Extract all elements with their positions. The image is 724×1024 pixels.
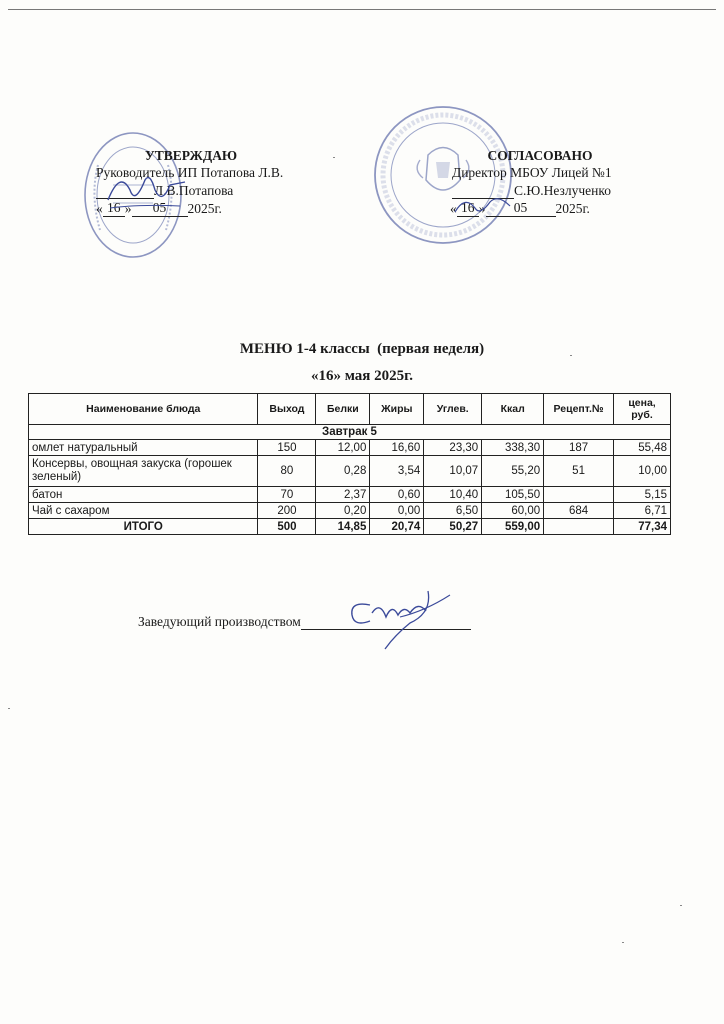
cell-protein: 2,37	[316, 487, 370, 503]
agreed-signer: С.Ю.Незлученко	[514, 183, 611, 198]
cell-carb: 23,30	[424, 440, 482, 456]
table-row	[29, 440, 671, 456]
table-header-row	[29, 394, 671, 425]
agreed-heading: СОГЛАСОВАНО	[487, 148, 593, 163]
cell-kcal: 60,00	[482, 503, 544, 519]
scan-speck	[622, 942, 624, 943]
cell-protein: 0,28	[316, 456, 370, 487]
date-year: 2025г.	[187, 201, 222, 216]
total-label: ИТОГО	[29, 519, 258, 535]
col-header: Жиры	[370, 394, 424, 425]
section-label: Завтрак 5	[29, 425, 671, 440]
cell-fat: 16,60	[370, 440, 424, 456]
cell-recipe: 684	[544, 503, 614, 519]
cell-carb: 10,40	[424, 487, 482, 503]
cell-kcal: 338,30	[482, 440, 544, 456]
menu-table	[28, 393, 671, 535]
date-month: 05	[486, 199, 556, 217]
total-out: 500	[258, 519, 316, 535]
cell-recipe: 51	[544, 456, 614, 487]
total-price: 77,34	[614, 519, 671, 535]
total-recipe	[544, 519, 614, 535]
cell-out: 200	[258, 503, 316, 519]
page-subtitle: «16» мая 2025г.	[310, 368, 414, 384]
cell-carb: 6,50	[424, 503, 482, 519]
date-close-quote: »	[478, 201, 486, 216]
total-carb: 50,27	[424, 519, 482, 535]
scan-speck	[8, 708, 10, 709]
total-kcal: 559,00	[482, 519, 544, 535]
cell-kcal: 105,50	[482, 487, 544, 503]
date-close-quote: »	[124, 201, 132, 216]
total-fat: 20,74	[370, 519, 424, 535]
col-header: Выход	[258, 394, 316, 425]
cell-fat: 0,00	[370, 503, 424, 519]
col-header: Белки	[316, 394, 370, 425]
date-day: 16	[457, 199, 479, 217]
cell-price: 5,15	[614, 487, 671, 503]
approve-position: Руководитель ИП Потапова Л.В.	[96, 165, 284, 180]
signature-footer	[340, 583, 455, 653]
signature-left	[100, 160, 190, 220]
table-row	[29, 487, 671, 503]
cell-price: 10,00	[614, 456, 671, 487]
col-header: Наименование блюда	[29, 394, 258, 425]
scan-speck	[570, 355, 572, 356]
page-title: МЕНЮ 1-4 классы (первая неделя)	[239, 341, 485, 357]
cell-protein: 12,00	[316, 440, 370, 456]
cell-price: 6,71	[614, 503, 671, 519]
col-header: Рецепт.№	[544, 394, 614, 425]
col-header: Углев.	[424, 394, 482, 425]
cell-recipe	[544, 487, 614, 503]
top-rule	[8, 9, 716, 10]
total-protein: 14,85	[316, 519, 370, 535]
cell-protein: 0,20	[316, 503, 370, 519]
cell-out: 150	[258, 440, 316, 456]
approve-signer: Л.В.Потапова	[154, 183, 234, 198]
table-row	[29, 503, 671, 519]
total-row	[29, 519, 671, 535]
cell-out: 80	[258, 456, 316, 487]
footer-label: Заведующий производством	[138, 614, 301, 629]
scan-speck	[333, 157, 335, 158]
cell-carb: 10,07	[424, 456, 482, 487]
signature-right	[450, 190, 520, 220]
cell-fat: 0,60	[370, 487, 424, 503]
dish-name: Консервы, овощная закуска (горошек зеленый)	[29, 456, 258, 487]
cell-fat: 3,54	[370, 456, 424, 487]
date-open-quote: «	[96, 201, 103, 216]
cell-out: 70	[258, 487, 316, 503]
dish-name: батон	[29, 487, 258, 503]
approve-heading: УТВЕРЖДАЮ	[144, 148, 238, 163]
date-month: 05	[132, 199, 188, 217]
date-open-quote: «	[450, 201, 457, 216]
table-row	[29, 456, 671, 487]
dish-name: омлет натуральный	[29, 440, 258, 456]
cell-kcal: 55,20	[482, 456, 544, 487]
col-header: цена, руб.	[614, 394, 671, 425]
agreed-position: Директор МБОУ Лицей №1	[452, 165, 612, 180]
scan-speck	[680, 905, 682, 906]
cell-recipe: 187	[544, 440, 614, 456]
cell-price: 55,48	[614, 440, 671, 456]
date-day: 16	[103, 199, 125, 217]
dish-name: Чай с сахаром	[29, 503, 258, 519]
section-row	[29, 425, 671, 440]
date-year: 2025г.	[555, 201, 590, 216]
col-header: Ккал	[482, 394, 544, 425]
